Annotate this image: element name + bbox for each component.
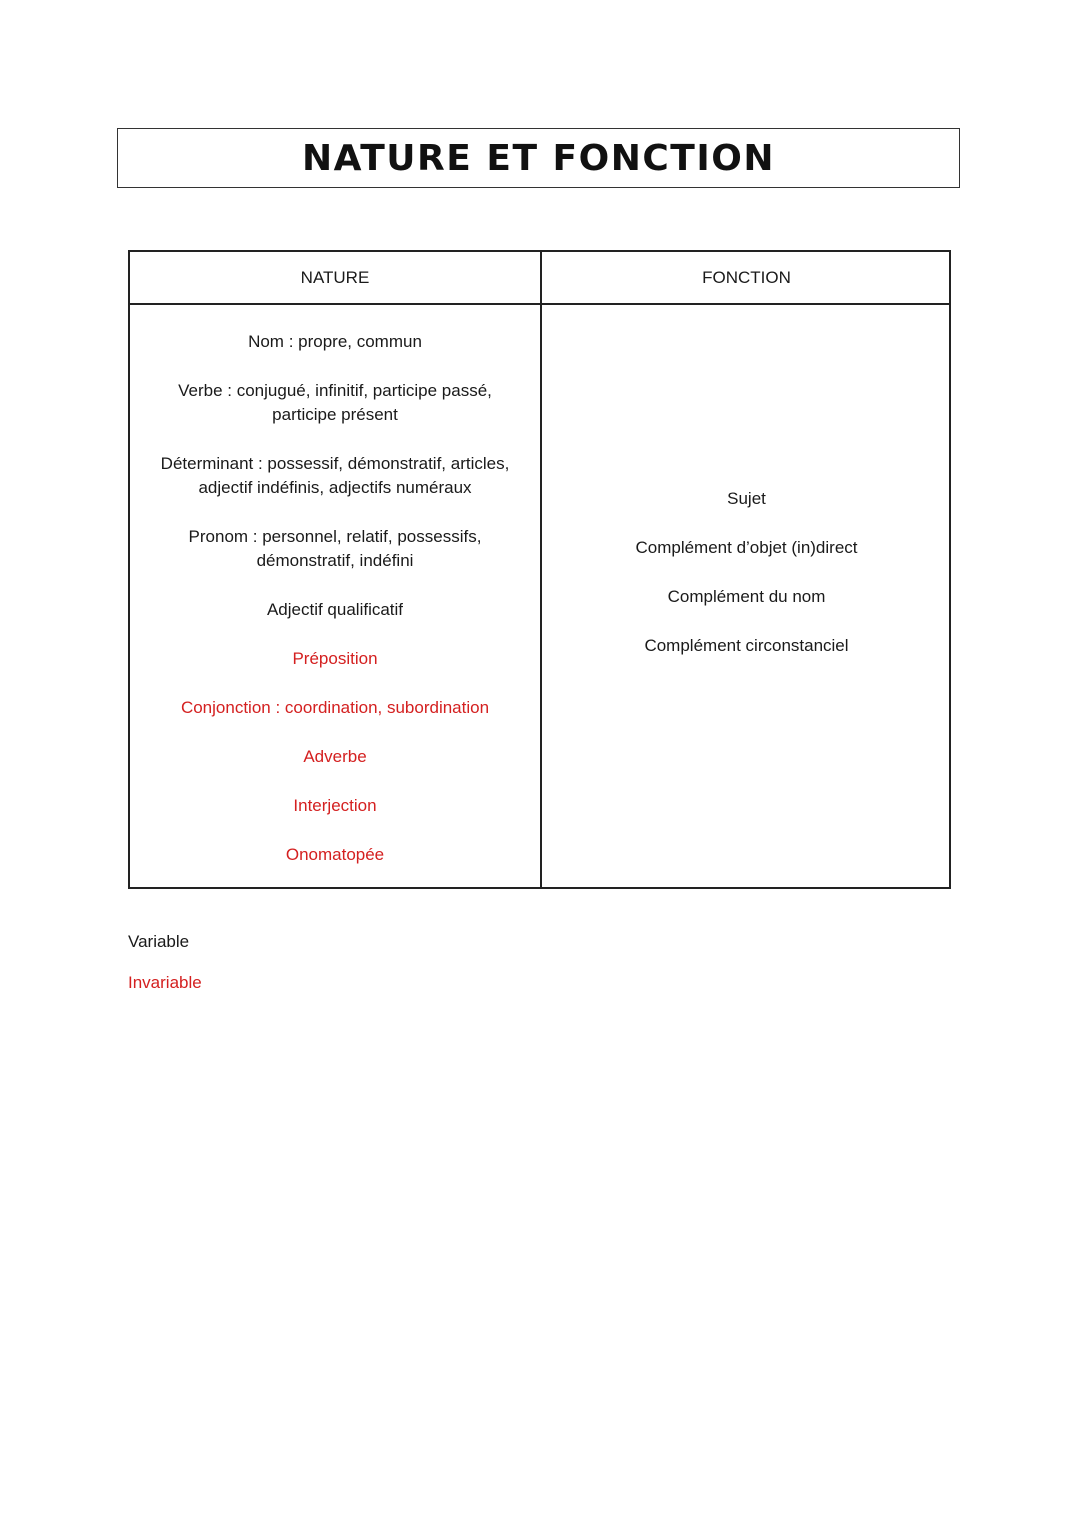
nature-item [130, 745, 540, 769]
nature-item-line: adjectif indéfinis, adjectifs numéraux [198, 478, 472, 497]
nature-item [130, 379, 540, 427]
nature-item-line: Déterminant : possessif, démonstratif, articles, [160, 454, 510, 473]
nature-item [130, 843, 540, 867]
nature-item-line: démonstratif, indéfini [256, 551, 414, 570]
nature-fonction-table [128, 250, 951, 889]
nature-item [130, 330, 540, 354]
nature-item [130, 452, 540, 500]
nature-item [130, 696, 540, 720]
nature-header: NATURE [300, 267, 370, 287]
nature-item-line: Interjection [293, 796, 377, 815]
nature-item [130, 647, 540, 671]
nature-item-line: Verbe : conjugué, infinitif, participe passé, [178, 381, 492, 400]
nature-item-line: Adverbe [303, 747, 367, 766]
nature-item-line: Conjonction : coordination, subordination [180, 698, 490, 717]
legend-invariable: Invariable [128, 973, 202, 992]
fonction-item: Complément d’objet (in)direct [635, 538, 858, 557]
nature-item-line: Nom : propre, commun [248, 332, 422, 351]
fonction-item: Complément circonstanciel [644, 636, 849, 655]
nature-item [130, 794, 540, 818]
fonction-header: FONCTION [702, 267, 791, 287]
fonction-list [542, 487, 951, 683]
fonction-item: Sujet [727, 489, 766, 508]
nature-item-line: Onomatopée [285, 845, 385, 864]
nature-item-line: Préposition [292, 649, 378, 668]
legend-variable: Variable [128, 932, 190, 951]
nature-item [130, 598, 540, 622]
nature-item-line: Adjectif qualificatif [266, 600, 404, 619]
nature-item-line: participe présent [272, 405, 398, 424]
nature-list [130, 330, 540, 892]
fonction-item: Complément du nom [667, 587, 826, 606]
title-box [117, 128, 960, 188]
nature-item-line: Pronom : personnel, relatif, possessifs, [188, 527, 482, 546]
header-divider [130, 303, 949, 305]
nature-item [130, 525, 540, 573]
page-title: NATURE ET FONCTION [302, 137, 775, 179]
